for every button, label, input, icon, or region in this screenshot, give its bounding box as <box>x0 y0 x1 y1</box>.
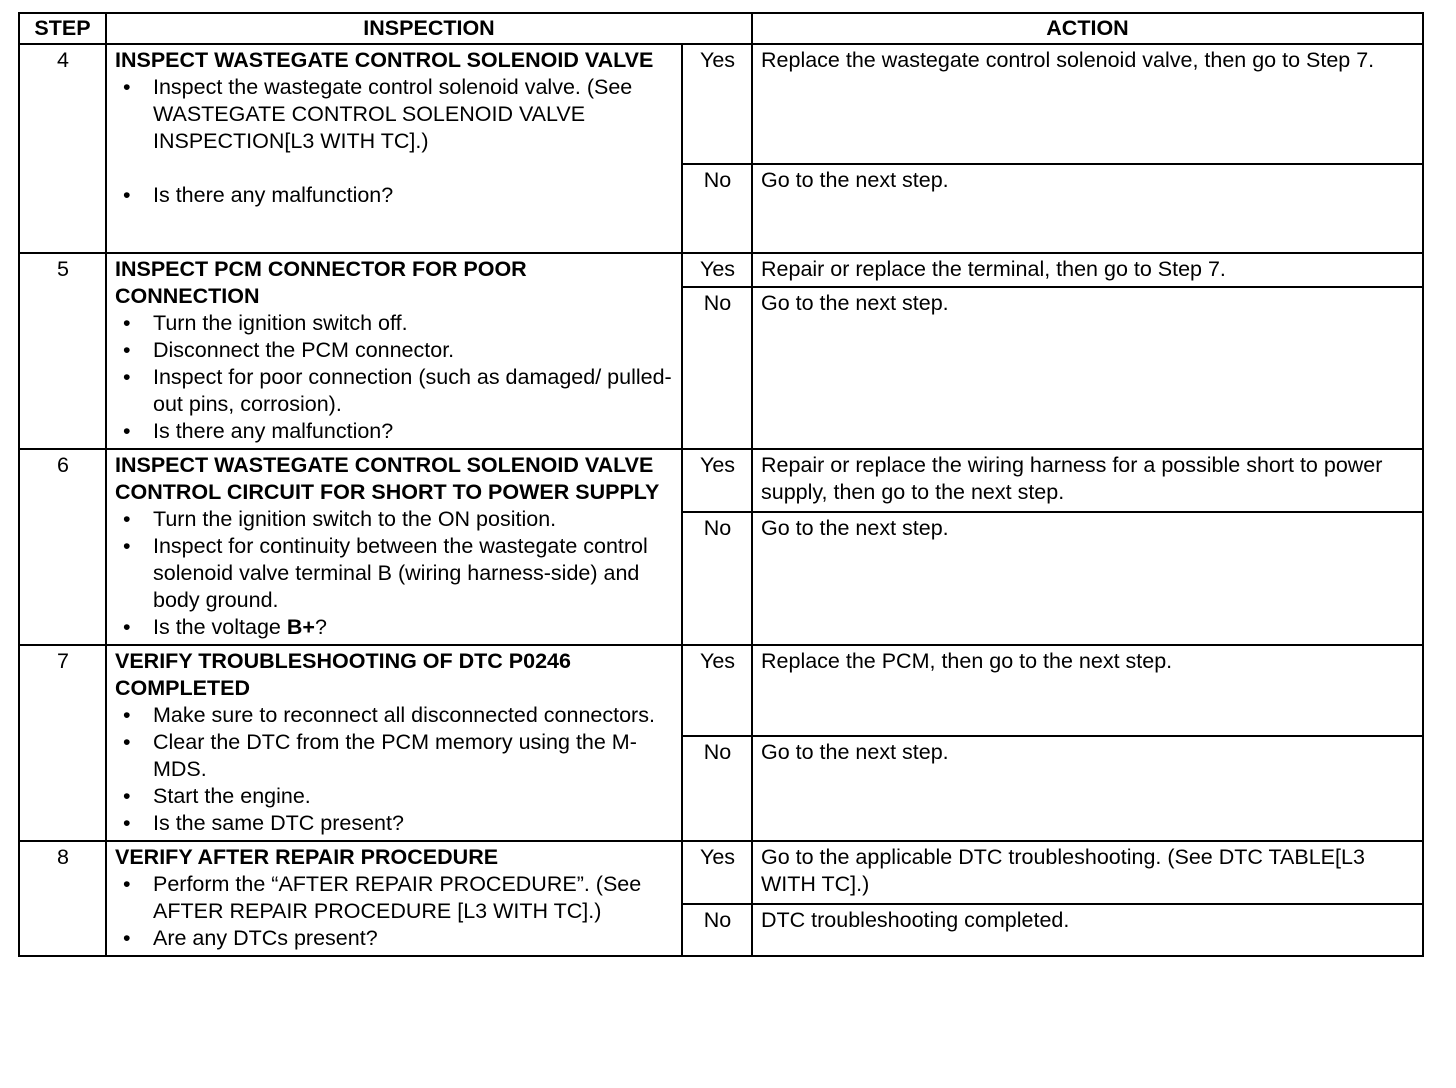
no-action: Go to the next step. <box>752 736 1423 841</box>
step-number: 6 <box>19 449 106 645</box>
no-label: No <box>682 736 752 841</box>
inspection-cell <box>106 449 682 645</box>
yes-action: Replace the wastegate control solenoid valve, then go to Step 7. <box>752 44 1423 164</box>
step-row-yes <box>19 449 1423 512</box>
no-label: No <box>682 512 752 645</box>
inspection-title: INSPECT WASTEGATE CONTROL SOLENOID VALVE CONTROL CIRCUIT FOR SHORT TO POWER SUPPLY <box>115 453 660 504</box>
bullet-item: • Is the same DTC present? <box>115 810 674 837</box>
bullet-item: • Inspect for continuity between the wastegate control solenoid valve terminal B (wiring harness-side) and body ground. <box>115 533 674 614</box>
yes-label: Yes <box>682 44 752 164</box>
yes-label: Yes <box>682 841 752 904</box>
header-row <box>19 13 1423 44</box>
step-number: 4 <box>19 44 106 253</box>
header-inspection: INSPECTION <box>106 13 752 44</box>
no-action: DTC troubleshooting completed. <box>752 904 1423 956</box>
bullet-item: • Turn the ignition switch to the ON position. <box>115 506 674 533</box>
no-label: No <box>682 287 752 449</box>
bullet-text: Is the voltage <box>153 615 287 639</box>
bullet-item: • Are any DTCs present? <box>115 925 674 952</box>
bullet-item: • Is there any malfunction? <box>115 418 674 445</box>
step-number: 7 <box>19 645 106 841</box>
no-action: Go to the next step. <box>752 164 1423 253</box>
bullet-item: • Make sure to reconnect all disconnected connectors. <box>115 702 674 729</box>
bullet-item: • Disconnect the PCM connector. <box>115 337 674 364</box>
inspection-title: VERIFY TROUBLESHOOTING OF DTC P0246 COMPLETED <box>115 649 571 700</box>
inspection-cell <box>106 841 682 956</box>
yes-action: Repair or replace the terminal, then go to Step 7. <box>752 253 1423 287</box>
bullet-item: • Clear the DTC from the PCM memory using the M-MDS. <box>115 729 674 783</box>
inspection-cell <box>106 44 682 253</box>
inspection-bullets <box>115 74 674 209</box>
bullet-item: • Inspect for poor connection (such as damaged/ pulled-out pins, corrosion). <box>115 364 674 418</box>
step-row-yes <box>19 253 1423 287</box>
bullet-item: • Start the engine. <box>115 783 674 810</box>
header-step: STEP <box>19 13 106 44</box>
no-action: Go to the next step. <box>752 287 1423 449</box>
troubleshooting-table <box>18 12 1424 957</box>
bullet-item: • Perform the “AFTER REPAIR PROCEDURE”. (See AFTER REPAIR PROCEDURE [L3 WITH TC].) <box>115 871 674 925</box>
bullet-item <box>115 614 674 641</box>
bullet-item: • Inspect the wastegate control solenoid valve. (See WASTEGATE CONTROL SOLENOID VALVE INSPECTION[L3 WITH TC].) <box>115 74 674 155</box>
yes-label: Yes <box>682 449 752 512</box>
no-label: No <box>682 164 752 253</box>
no-action: Go to the next step. <box>752 512 1423 645</box>
inspection-cell <box>106 645 682 841</box>
no-label: No <box>682 904 752 956</box>
inspection-bullets <box>115 871 674 952</box>
inspection-title: VERIFY AFTER REPAIR PROCEDURE <box>115 845 499 869</box>
yes-label: Yes <box>682 645 752 736</box>
step-row-yes <box>19 44 1423 164</box>
voltage-value: B+ <box>286 615 315 639</box>
header-action: ACTION <box>752 13 1423 44</box>
step-row-yes <box>19 841 1423 904</box>
yes-label: Yes <box>682 253 752 287</box>
step-row-yes <box>19 645 1423 736</box>
inspection-title: INSPECT PCM CONNECTOR FOR POOR CONNECTION <box>115 257 527 308</box>
inspection-bullets <box>115 506 674 641</box>
inspection-bullets <box>115 310 674 445</box>
step-number: 8 <box>19 841 106 956</box>
yes-action: Replace the PCM, then go to the next step. <box>752 645 1423 736</box>
inspection-title: INSPECT WASTEGATE CONTROL SOLENOID VALVE <box>115 48 654 72</box>
bullet-item: • Is there any malfunction? <box>115 182 674 209</box>
bullet-item: • Turn the ignition switch off. <box>115 310 674 337</box>
yes-action: Go to the applicable DTC troubleshooting. (See DTC TABLE[L3 WITH TC].) <box>752 841 1423 904</box>
step-number: 5 <box>19 253 106 449</box>
inspection-cell <box>106 253 682 449</box>
yes-action: Repair or replace the wiring harness for a possible short to power supply, then go to the next step. <box>752 449 1423 512</box>
bullet-text: ? <box>314 615 327 639</box>
inspection-bullets <box>115 702 674 837</box>
